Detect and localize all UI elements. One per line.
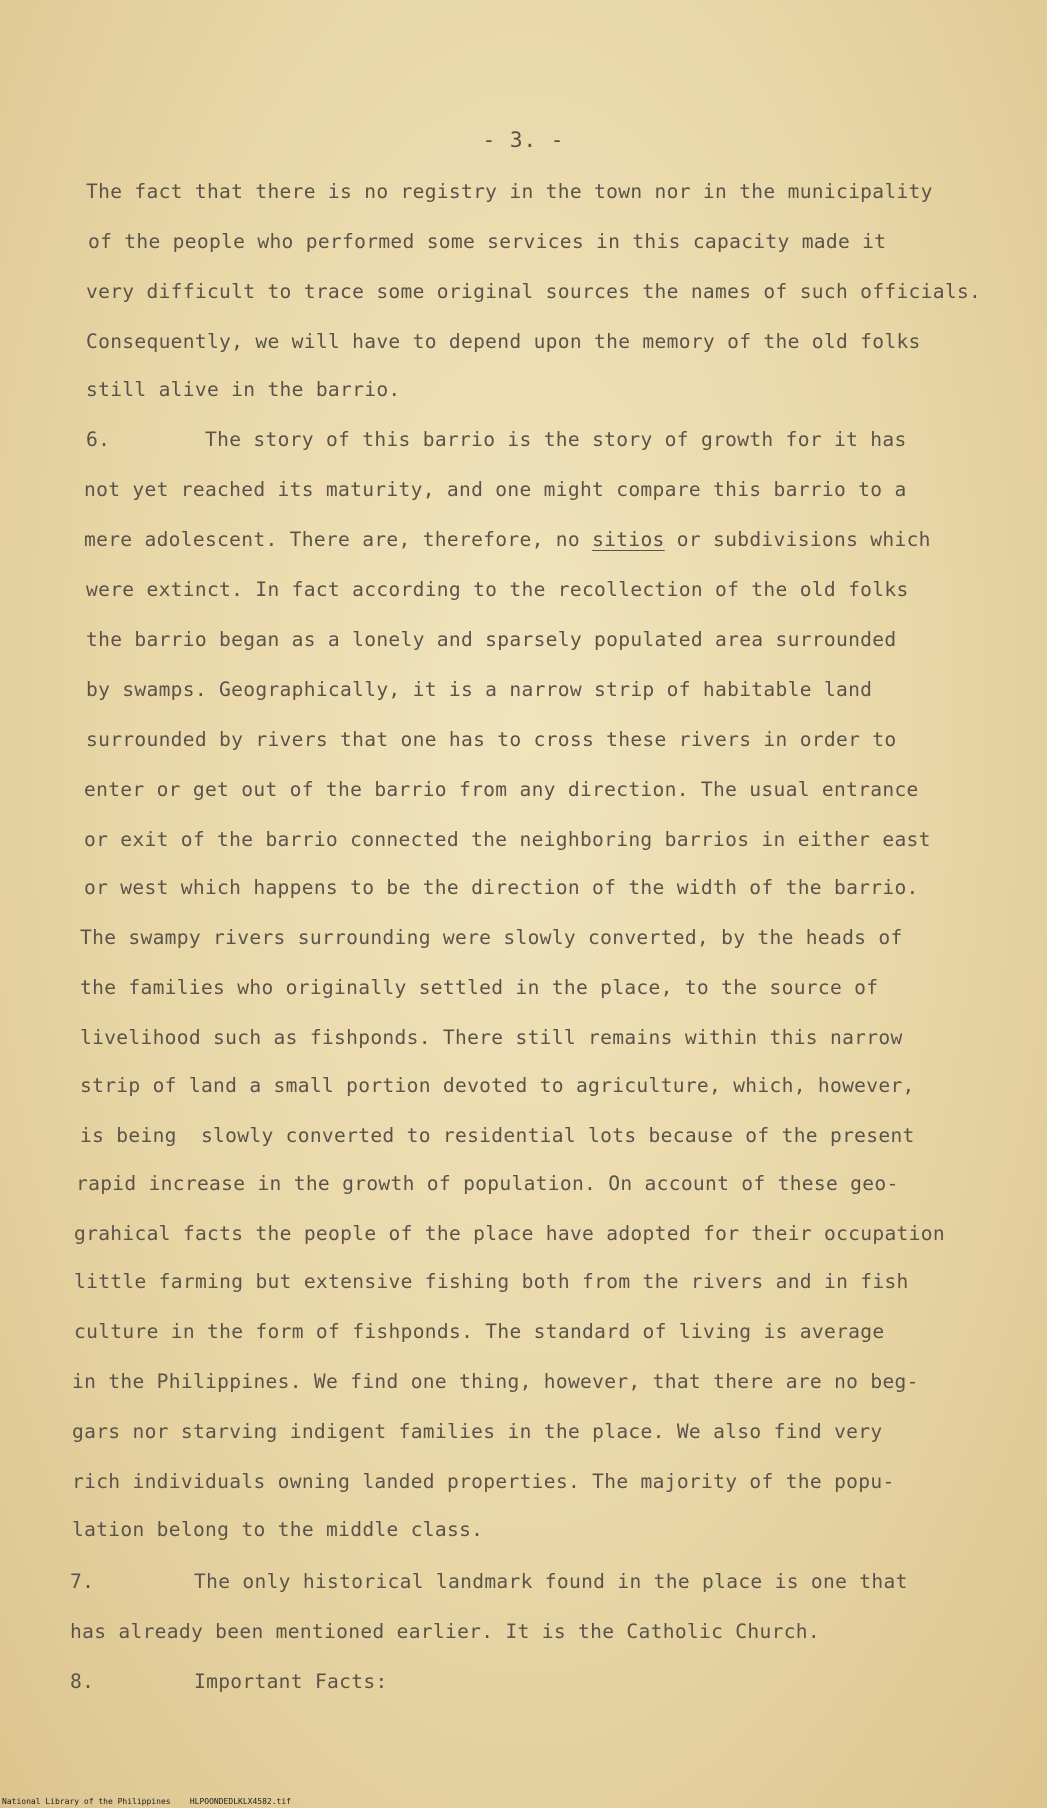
section-6-line: surrounded by rivers that one has to cross these rivers in order to — [86, 728, 897, 751]
section-6-line: The swampy rivers surrounding were slowly converted, by the heads of — [80, 926, 903, 949]
line-text: or subdivisions which — [664, 528, 931, 551]
intro-line: The fact that there is no registry in the town nor in the municipality — [86, 180, 933, 203]
section-6-line: culture in the form of fishponds. The standard of living is average — [74, 1320, 885, 1343]
section-6-line: little farming but extensive fishing both from the rivers and in fish — [74, 1270, 909, 1293]
section-8-number: 8. — [70, 1670, 95, 1693]
section-6-line: gars nor starving indigent families in the place. We also find very — [72, 1420, 883, 1443]
section-6-line: grahical facts the people of the place have adopted for their occupation — [74, 1222, 945, 1245]
section-6-number: 6. — [86, 428, 111, 451]
page-number: - 3. - — [482, 128, 565, 152]
section-6-line: by swamps. Geographically, it is a narrow strip of habitable land — [86, 678, 873, 701]
section-8-heading: Important Facts: — [194, 1670, 388, 1693]
intro-line: Consequently, we will have to depend upon the memory of the old folks — [86, 330, 921, 353]
section-7-line: has already been mentioned earlier. It is the Catholic Church. — [70, 1620, 820, 1643]
section-6-line: the barrio began as a lonely and sparsely populated area surrounded — [86, 628, 897, 651]
section-6-line: in the Philippines. We find one thing, however, that there are no beg- — [72, 1370, 919, 1393]
section-6-line: enter or get out of the barrio from any direction. The usual entrance — [84, 778, 919, 801]
section-7-first-line: The only historical landmark found in the place is one that — [194, 1570, 908, 1593]
section-6-line: rich individuals owning landed properties. The majority of the popu- — [72, 1470, 895, 1493]
section-6-line-sitios — [84, 528, 931, 551]
section-6-line: lation belong to the middle class. — [72, 1518, 484, 1541]
intro-line: very difficult to trace some original sources the names of such officials. — [86, 280, 982, 303]
intro-line: of the people who performed some services in this capacity made it — [88, 230, 887, 253]
intro-line: still alive in the barrio. — [86, 378, 401, 401]
section-6-line: were extinct. In fact according to the recollection of the old folks — [86, 578, 909, 601]
section-6-line: not yet reached its maturity, and one might compare this barrio to a — [84, 478, 907, 501]
section-6-line: strip of land a small portion devoted to agriculture, which, however, — [80, 1074, 915, 1097]
section-6-line: or exit of the barrio connected the neighboring barrios in either east — [84, 828, 931, 851]
section-6-line: rapid increase in the growth of population. On account of these geo- — [76, 1172, 899, 1195]
section-7-number: 7. — [70, 1570, 95, 1593]
archive-footer: National Library of the Philippines HLPOONDEDLKLX4582.tif — [2, 1797, 291, 1806]
section-6-first-line: The story of this barrio is the story of growth for it has — [205, 428, 907, 451]
sitios-term: sitios — [592, 528, 665, 551]
section-6-line: is being slowly converted to residential lots because of the present — [80, 1124, 915, 1147]
line-text: mere adolescent. There are, therefore, no — [84, 528, 593, 551]
section-6-line: or west which happens to be the direction of the width of the barrio. — [84, 876, 919, 899]
section-6-line: the families who originally settled in the place, to the source of — [80, 976, 879, 999]
section-6-line: livelihood such as fishponds. There still remains within this narrow — [80, 1026, 903, 1049]
